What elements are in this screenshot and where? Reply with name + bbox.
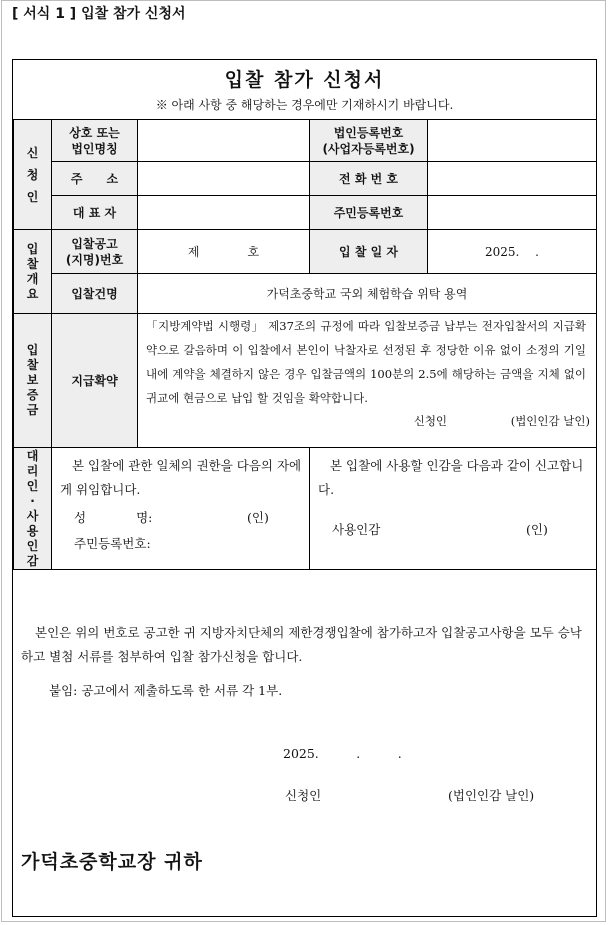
- notice-number-label: [52, 230, 138, 274]
- resident-number-field[interactable]: [428, 196, 597, 230]
- pledge-seal-note: (법인인감 날인): [510, 414, 590, 428]
- company-name-field[interactable]: [138, 120, 310, 162]
- bid-bond-label-char: 입: [26, 343, 39, 357]
- agent-seal-label-char: ·: [30, 493, 35, 508]
- agent-name-label: 성 명:: [74, 510, 153, 525]
- bid-overview-label-char: 개: [26, 271, 39, 286]
- form-number-label: [ 서식 1 ] 입찰 참가 신청서: [12, 6, 186, 22]
- delegation-cell: [52, 448, 310, 570]
- agent-seal-label-char: 대: [26, 448, 39, 463]
- agent-seal-label-char: 인: [26, 538, 39, 553]
- agent-seal-label-char: 사: [26, 508, 39, 523]
- bid-bond-label-char: 금: [26, 403, 39, 417]
- seal-report-cell: [310, 448, 597, 570]
- agent-name-line: [52, 502, 309, 532]
- address-label: 주 소: [52, 162, 138, 196]
- bid-bond-label-char: 보: [26, 373, 39, 387]
- recipient: 가덕초중학교장 귀하: [21, 851, 203, 873]
- pledge-signature: [138, 410, 596, 432]
- representative-label: 대 표 자: [52, 196, 138, 230]
- bid-overview-section-label: [14, 230, 52, 314]
- title-area: [13, 60, 596, 120]
- bid-overview-label-char: 찰: [26, 256, 39, 271]
- agent-seal-label-char: 인: [26, 478, 39, 493]
- used-seal-line: [310, 502, 596, 542]
- used-seal-label: 사용인감: [332, 522, 381, 537]
- company-name-label-line: 법인명칭: [71, 141, 118, 156]
- resident-number-label: 주민등록번호: [310, 196, 428, 230]
- agent-seal-section-label: [14, 448, 52, 570]
- declaration-seal-note: (법인인감 날인): [448, 788, 535, 803]
- seal-report-text: 본 입찰에 사용할 인감을 다음과 같이 신고합니다.: [318, 458, 584, 497]
- bid-overview-label-char: 요: [26, 286, 39, 301]
- declaration-text: 본인은 위의 번호로 공고한 귀 지방자치단체의 제한경쟁입찰에 참가하고자 입찰공고사항을 모두 승낙하고 별첨 서류를 첨부하여 입찰 참가신청을 합니다.: [21, 625, 582, 664]
- pledge-signer-label: 신청인: [413, 414, 448, 428]
- agent-seal-label-char: 용: [26, 523, 39, 538]
- notice-number-label-line: 입찰공고: [71, 236, 118, 251]
- company-name-label: [52, 120, 138, 162]
- declaration-date: 2025. . .: [283, 746, 402, 761]
- bid-bond-label-char: 찰: [26, 358, 39, 372]
- applicant-label-char: 신: [26, 145, 39, 160]
- registration-number-label-line: (사업자등록번호): [322, 141, 415, 156]
- delegation-text: 본 입찰에 관한 일체의 권한을 다음의 자에게 위임합니다.: [60, 458, 302, 497]
- payment-pledge-label: 지급확약: [52, 314, 138, 448]
- company-name-label-line: 상호 또는: [69, 125, 120, 140]
- phone-label: 전 화 번 호: [310, 162, 428, 196]
- bid-bond-label-char: 증: [26, 388, 39, 402]
- attachment-note: 붙임: 공고에서 제출하도록 한 서류 각 1부.: [49, 683, 283, 698]
- bid-date-label: 입 찰 일 자: [310, 230, 428, 274]
- address-field[interactable]: [138, 162, 310, 196]
- used-seal-mark[interactable]: (인): [526, 522, 548, 537]
- applicant-label-char: 청: [26, 167, 39, 182]
- bid-overview-label-char: 입: [26, 241, 39, 256]
- form-title: 입찰 참가 신청서: [224, 69, 385, 91]
- applicant-label-char: 인: [26, 189, 39, 204]
- registration-number-field[interactable]: [428, 120, 597, 162]
- agent-name-seal[interactable]: (인): [247, 510, 269, 525]
- representative-field[interactable]: [138, 196, 310, 230]
- bid-bond-section-label: [14, 314, 52, 448]
- form-subtitle: ※ 아래 사항 중 해당하는 경우에만 기재하시기 바랍니다.: [155, 98, 454, 112]
- pledge-text: 「지방계약법 시행령」 제37조의 규정에 따라 입찰보증금 납부는 전자입찰서의 지급확약으로 갈음하며 이 입찰에서 본인이 낙찰자로 선정된 후 정당한 이유 없이 소정의 기일 내에 계약을 체결하지 않은 경우 입찰금액의 100분의 2.5에 해당하는 금액을 지체 없이 귀교에 현금으로 납입 할 것임을 확약합니다.: [146, 319, 586, 405]
- registration-number-label-line: 법인등록번호: [333, 125, 404, 140]
- application-form: [12, 59, 597, 917]
- bid-item-label: 입찰건명: [52, 274, 138, 314]
- notice-number-label-line: (지명)번호: [65, 252, 124, 267]
- notice-number-field[interactable]: 제 호: [138, 230, 310, 274]
- agent-seal-label-char: 리: [26, 463, 39, 478]
- agent-resident-number-label: 주민등록번호:: [74, 536, 151, 551]
- bid-date-field[interactable]: 2025. .: [428, 230, 597, 274]
- phone-field[interactable]: [428, 162, 597, 196]
- bid-item-field[interactable]: 가덕초중학교 국외 체험학습 위탁 용역: [138, 274, 597, 314]
- applicant-section-label: [14, 120, 52, 230]
- pledge-cell: [138, 314, 597, 448]
- agent-seal-label-char: 감: [26, 553, 39, 568]
- form-table: [13, 119, 597, 570]
- registration-number-label: [310, 120, 428, 162]
- declaration-signer-label: 신청인: [285, 788, 322, 803]
